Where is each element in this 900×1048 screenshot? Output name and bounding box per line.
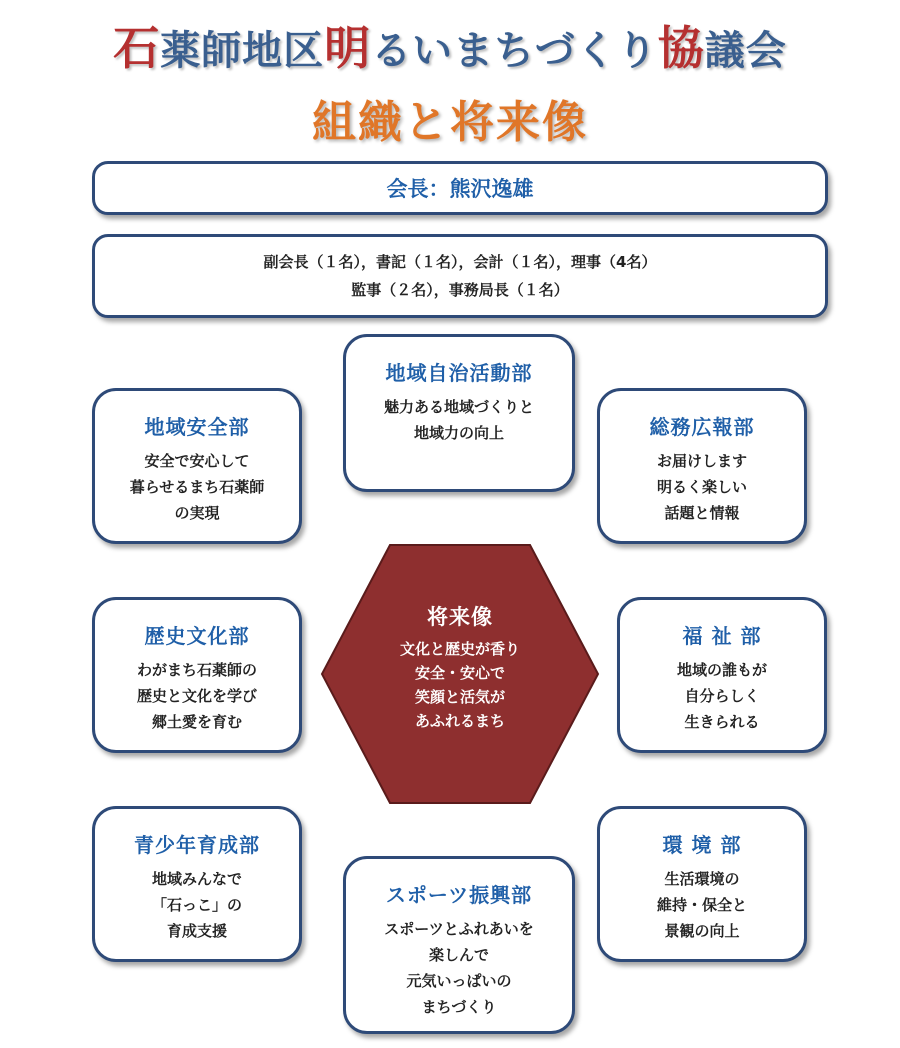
dept-desc-line: まちづくり [421,998,497,1016]
dept-desc-line: 暮らせるまち石薬師 [129,478,265,496]
officers-box [92,234,828,318]
dept-desc-line: わがまち石薬師の [136,661,257,679]
dept-desc-line: 地域みんなで [151,870,242,888]
dept-name: 環 境 部 [662,833,742,857]
dept-desc-line: 景観の向上 [664,922,740,940]
vision-hexagon [320,543,600,805]
dept-desc-line: 歴史と文化を学び [136,687,257,705]
vision-line: 安全・安心で [414,664,505,682]
dept-desc-line: 魅力ある地域づくりと [383,398,534,416]
dept-desc-line: 元気いっぱいの [406,972,512,990]
dept-kankyo [597,806,807,962]
dept-desc-line: 楽しんで [428,946,489,964]
dept-desc-line: の実現 [174,504,220,522]
dept-desc-line: 郷土愛を育む [151,713,242,731]
dept-chiiki-anzen [92,388,302,544]
title-part: 薬師地区 [160,28,325,74]
dept-desc-line: 生きられる [684,713,760,731]
president-label: 会長：熊沢逸雄 [386,177,534,201]
president-box [92,161,828,215]
dept-somu-koho [597,388,807,544]
title-part: 明 [324,21,372,75]
dept-desc-line: 育成支援 [166,922,227,940]
vision-text [320,601,600,733]
officers-line: 副会長（１名），書記（１名），会計（１名），理事（4名） [263,253,657,271]
title-part: 議会 [704,28,787,74]
vision-line: あふれるまち [414,712,505,730]
dept-name: 総務広報部 [649,415,755,439]
dept-desc-line: お届けします [656,452,747,470]
dept-desc-line: 生活環境の [664,870,740,888]
officers-line: 監事（２名），事務局長（１名） [351,281,569,299]
dept-desc-line: 安全で安心して [144,452,250,470]
dept-desc-line: 維持・保全と [656,896,747,914]
vision-line: 文化と歴史が香り [399,640,520,658]
dept-fukushi [617,597,827,753]
dept-chiiki-jichi [343,334,575,492]
dept-desc-line: 地域力の向上 [413,424,504,442]
vision-line: 笑顔と活気が [414,688,505,706]
dept-name: 青少年育成部 [134,833,260,857]
title-part: るいまちづくり [371,28,658,74]
title-part: 石 [113,21,161,75]
page-subtitle: 組織と将来像 [312,97,588,148]
dept-desc-line: 「石っこ」の [151,896,242,914]
dept-name: 地域自治活動部 [385,361,533,385]
dept-desc-line: 地域の誰もが [676,661,767,679]
org-title [0,12,900,78]
dept-name: スポーツ振興部 [385,883,533,907]
dept-sports [343,856,575,1034]
dept-desc-line: 自分らしく [684,687,760,705]
title-part: 協 [657,21,705,75]
vision-title: 将来像 [427,605,493,629]
dept-seishonen [92,806,302,962]
dept-name: 地域安全部 [144,415,250,439]
dept-name: 歴史文化部 [144,624,250,648]
dept-desc-line: スポーツとふれあいを [384,920,534,938]
dept-desc-line: 明るく楽しい [656,478,747,496]
dept-rekishi-bunka [92,597,302,753]
dept-name: 福 祉 部 [682,624,762,648]
dept-desc-line: 話題と情報 [664,504,740,522]
